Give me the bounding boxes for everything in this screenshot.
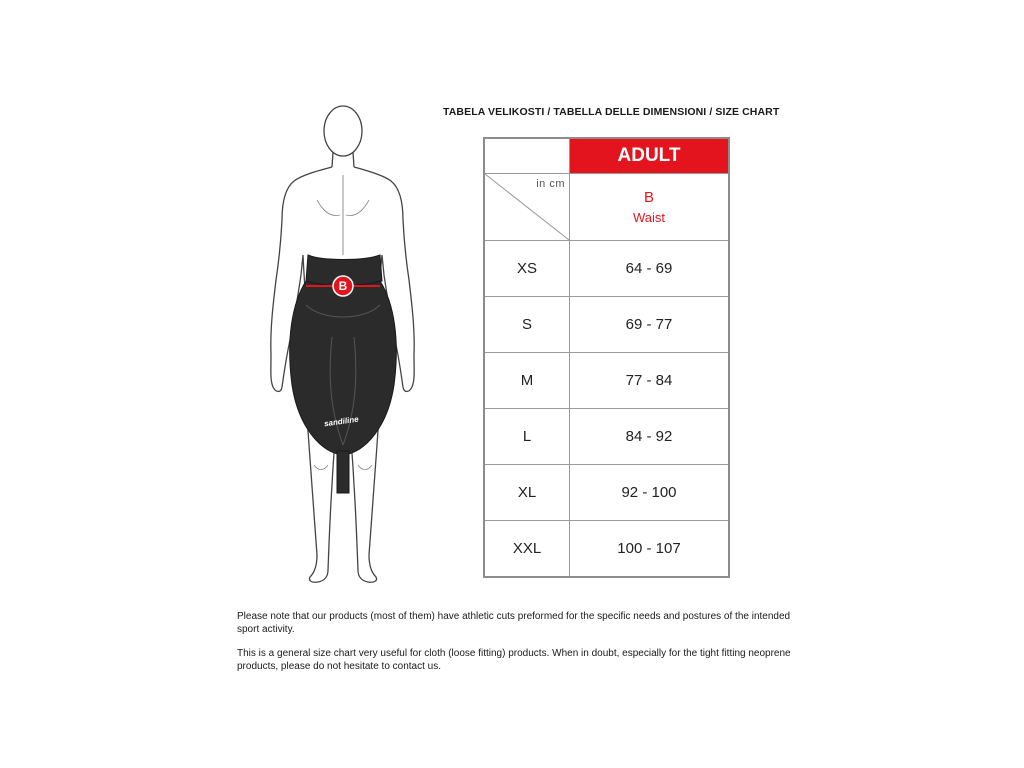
table-row — [484, 409, 729, 465]
human-figure-back-view-icon — [262, 105, 424, 585]
size-cell: XS — [484, 241, 570, 297]
waist-cell: 92 - 100 — [570, 465, 730, 521]
waist-cell: 100 - 107 — [570, 521, 730, 578]
measurement-header — [570, 174, 730, 241]
human-figure-back-view — [262, 105, 424, 585]
figure-marker-letter: B — [338, 279, 348, 293]
table-row — [484, 521, 729, 578]
note-general-chart: This is a general size chart very useful for cloth (loose fitting) products. When in doubt, especially for the tight fitting neoprene products, please do not hesitate to contact us. — [237, 648, 791, 672]
size-chart-title: TABELA VELIKOSTI / TABELLA DELLE DIMENSIONI / SIZE CHART — [443, 106, 780, 118]
measurement-label: Waist — [632, 210, 666, 225]
table-row — [484, 353, 729, 409]
size-cell: XL — [484, 465, 570, 521]
size-cell: M — [484, 353, 570, 409]
waist-cell: 69 - 77 — [570, 297, 730, 353]
size-chart-table — [483, 137, 730, 578]
brand-logo-text: sandiline — [323, 414, 360, 429]
table-corner-blank — [484, 138, 570, 174]
unit-label: in cm — [536, 178, 565, 190]
table-row — [484, 297, 729, 353]
size-cell: XXL — [484, 521, 570, 578]
table-row — [484, 465, 729, 521]
adult-header: ADULT — [570, 138, 730, 174]
table-row — [484, 241, 729, 297]
waist-cell: 77 - 84 — [570, 353, 730, 409]
note-athletic-cuts: Please note that our products (most of them) have athletic cuts preformed for the specific needs and postures of the intended sport activity. — [237, 611, 791, 635]
size-notes — [237, 611, 797, 685]
size-cell: S — [484, 297, 570, 353]
unit-cell — [484, 174, 570, 241]
waist-cell: 64 - 69 — [570, 241, 730, 297]
measurement-letter: B — [643, 189, 654, 206]
waist-cell: 84 - 92 — [570, 409, 730, 465]
size-cell: L — [484, 409, 570, 465]
